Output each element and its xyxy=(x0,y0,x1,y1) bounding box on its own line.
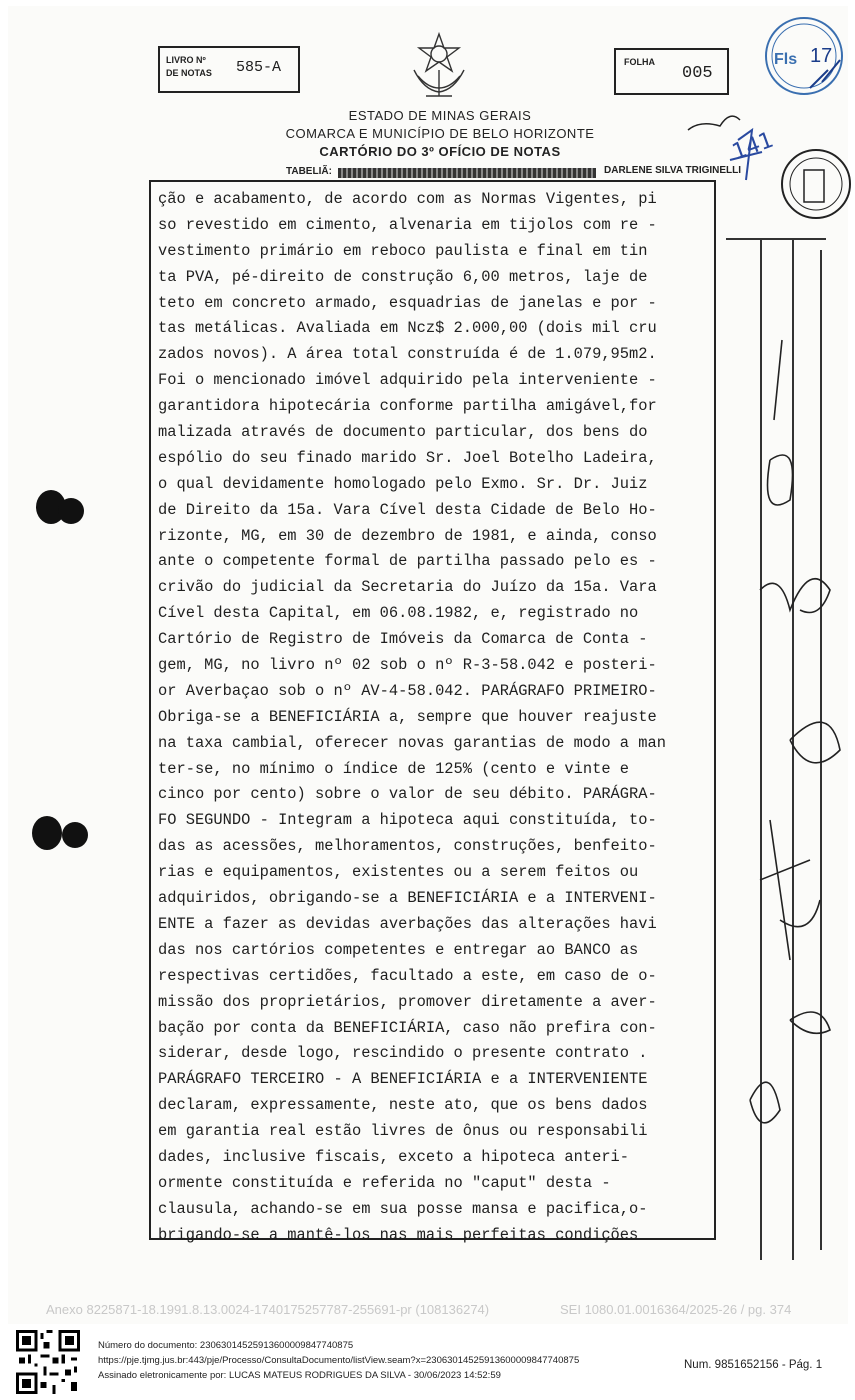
body-line: crivão do judicial da Secretaria do Juízo da 15a. Vara xyxy=(158,578,657,597)
document-url[interactable]: https://pje.tjmg.jus.br:443/pje/Processo/ConsultaDocumento/listView.seam?x=23063014525913600009847740875 xyxy=(98,1355,580,1366)
document-number: Número do documento: 23063014525913600009847740875 xyxy=(98,1340,354,1351)
body-line: missão dos proprietários, promover diretamente a aver- xyxy=(158,992,657,1011)
body-line: cinco por cento) sobre o valor de seu débito. PARÁGRA- xyxy=(158,785,657,804)
body-line: dades, inclusive fiscais, exceto a hipoteca anteri- xyxy=(158,1147,630,1166)
body-line: respectivas certidões, facultado a este, em caso de o- xyxy=(158,966,657,985)
body-line: or Averbaçao sob o nº AV-4-58.042. PARÁGRAFO PRIMEIRO- xyxy=(158,681,657,700)
sei-reference: SEI 1080.01.0016364/2025-26 / pg. 374 xyxy=(560,1302,792,1317)
body-line: ter-se, no mínimo o índice de 125% (cento e vinte e xyxy=(158,759,630,778)
body-line: garantidora hipotecária conforme partilha amigável,for xyxy=(158,397,657,416)
body-line: siderar, desde logo, rescindido o presente contrato . xyxy=(158,1044,648,1063)
body-line: na taxa cambial, oferecer novas garantias de modo a man xyxy=(158,733,666,752)
livro-box xyxy=(158,46,300,93)
coat-of-arms-icon xyxy=(404,30,474,102)
body-line: das nos cartórios competentes e entregar ao BANCO as xyxy=(158,940,639,959)
tabelia-name: DARLENE SILVA TRIGINELLI xyxy=(604,165,742,176)
folha-box xyxy=(614,48,729,95)
folha-number: 005 xyxy=(682,64,713,83)
tabelia-label: TABELIÃ: xyxy=(286,166,332,177)
body-line: adquiridos, obrigando-se a BENEFICIÁRIA e a INTERVENI- xyxy=(158,889,657,908)
body-line: zados novos). A área total construída é de 1.079,95m2. xyxy=(158,345,657,364)
header-cartorio: CARTÓRIO DO 3º OFÍCIO DE NOTAS xyxy=(319,144,561,159)
circle-handwritten-number: 141 xyxy=(728,127,778,166)
body-line: gem, MG, no livro nº 02 sob o nº R-3-58.042 e posteri- xyxy=(158,656,657,675)
body-line: ção e acabamento, de acordo com as Normas Vigentes, pi xyxy=(158,190,657,208)
body-line: declaram, expressamente, neste ato, que os bens dados xyxy=(158,1096,648,1115)
body-line: o qual devidamente homologado pelo Exmo. Sr. Dr. Juiz xyxy=(158,474,648,493)
header-comarca: COMARCA E MUNICÍPIO DE BELO HORIZONTE xyxy=(285,126,595,141)
anexo-reference: Anexo 8225871-18.1991.8.13.0024-1740175257787-255691-pr (108136274) xyxy=(46,1302,490,1317)
margin-signatures-icon xyxy=(730,320,850,1160)
fls-label: Fls xyxy=(774,51,798,68)
livro-number: 585-A xyxy=(236,59,282,76)
body-line: ormente constituída e referida no "caput" desta - xyxy=(158,1173,611,1192)
body-line: vestimento primário em reboco paulista e final em tin xyxy=(158,241,648,260)
body-line: Obriga-se a BENEFICIÁRIA a, sempre que houver reajuste xyxy=(158,707,657,726)
signature-line: Assinado eletronicamente por: LUCAS MATEUS RODRIGUES DA SILVA - 30/06/2023 14:52:59 xyxy=(98,1370,501,1381)
body-line: FO SEGUNDO - Integram a hipoteca aqui constituída, to- xyxy=(158,811,657,830)
margin-top-line xyxy=(726,238,826,240)
punch-hole-2 xyxy=(58,498,84,524)
body-line: Foi o mencionado imóvel adquirido pela interveniente - xyxy=(158,371,657,390)
folha-label: FOLHA xyxy=(624,57,655,67)
body-line: Cartório de Registro de Imóveis da Comarca de Conta - xyxy=(158,630,648,649)
body-line: Cível desta Capital, em 06.08.1982, e, registrado no xyxy=(158,604,639,623)
body-line: ta PVA, pé-direito de construção 6,00 metros, laje de xyxy=(158,267,648,286)
livro-label-line1: LIVRO Nº xyxy=(166,55,206,65)
punch-hole-4 xyxy=(62,822,88,848)
body-line: ante o competente formal de partilha passado pelo es - xyxy=(158,552,657,571)
body-line: espólio do seu finado marido Sr. Joel Botelho Ladeira, xyxy=(158,448,657,467)
body-line: bação por conta da BENEFICIÁRIA, caso não prefira con- xyxy=(158,1018,657,1037)
qr-code-icon xyxy=(16,1330,80,1394)
body-line: clausula, achando-se em sua posse mansa e pacifica,o- xyxy=(158,1199,648,1218)
body-line: das as acessões, melhoramentos, construções, benfeito- xyxy=(158,837,657,856)
seal-stamp-icon xyxy=(772,140,852,230)
punch-hole-3 xyxy=(32,816,62,850)
body-line: malizada através de documento particular, dos bens do xyxy=(158,423,648,442)
tabelia-redaction-bar xyxy=(338,168,596,178)
body-line: de Direito da 15a. Vara Cível desta Cidade de Belo Ho- xyxy=(158,500,657,519)
header-state: ESTADO DE MINAS GERAIS xyxy=(348,108,532,123)
body-line: rias e equipamentos, existentes ou a serem feitos ou xyxy=(158,863,639,882)
body-line: tas metálicas. Avaliada em Ncz$ 2.000,00 (dois mil cru xyxy=(158,319,657,338)
fls-number: 17 xyxy=(810,45,833,67)
body-line: rizonte, MG, em 30 de dezembro de 1981, e ainda, conso xyxy=(158,526,657,545)
body-line: ENTE a fazer as devidas averbações das alterações havi xyxy=(158,914,657,933)
body-text xyxy=(158,187,718,1249)
body-line: em garantia real estão livres de ônus ou responsabili xyxy=(158,1122,648,1141)
body-line: so revestido em cimento, alvenaria em tijolos com re - xyxy=(158,215,657,234)
livro-label-line2: DE NOTAS xyxy=(166,68,212,78)
body-line: teto em concreto armado, esquadrias de janelas e por - xyxy=(158,293,657,312)
body-line: PARÁGRAFO TERCEIRO - A BENEFICIÁRIA e a INTERVENIENTE xyxy=(158,1070,648,1089)
page-number: Num. 9851652156 - Pág. 1 xyxy=(684,1359,823,1371)
body-line: brigando-se a mantê-los nas mais perfeitas condições xyxy=(158,1225,639,1244)
fls-stamp-icon xyxy=(760,10,850,106)
